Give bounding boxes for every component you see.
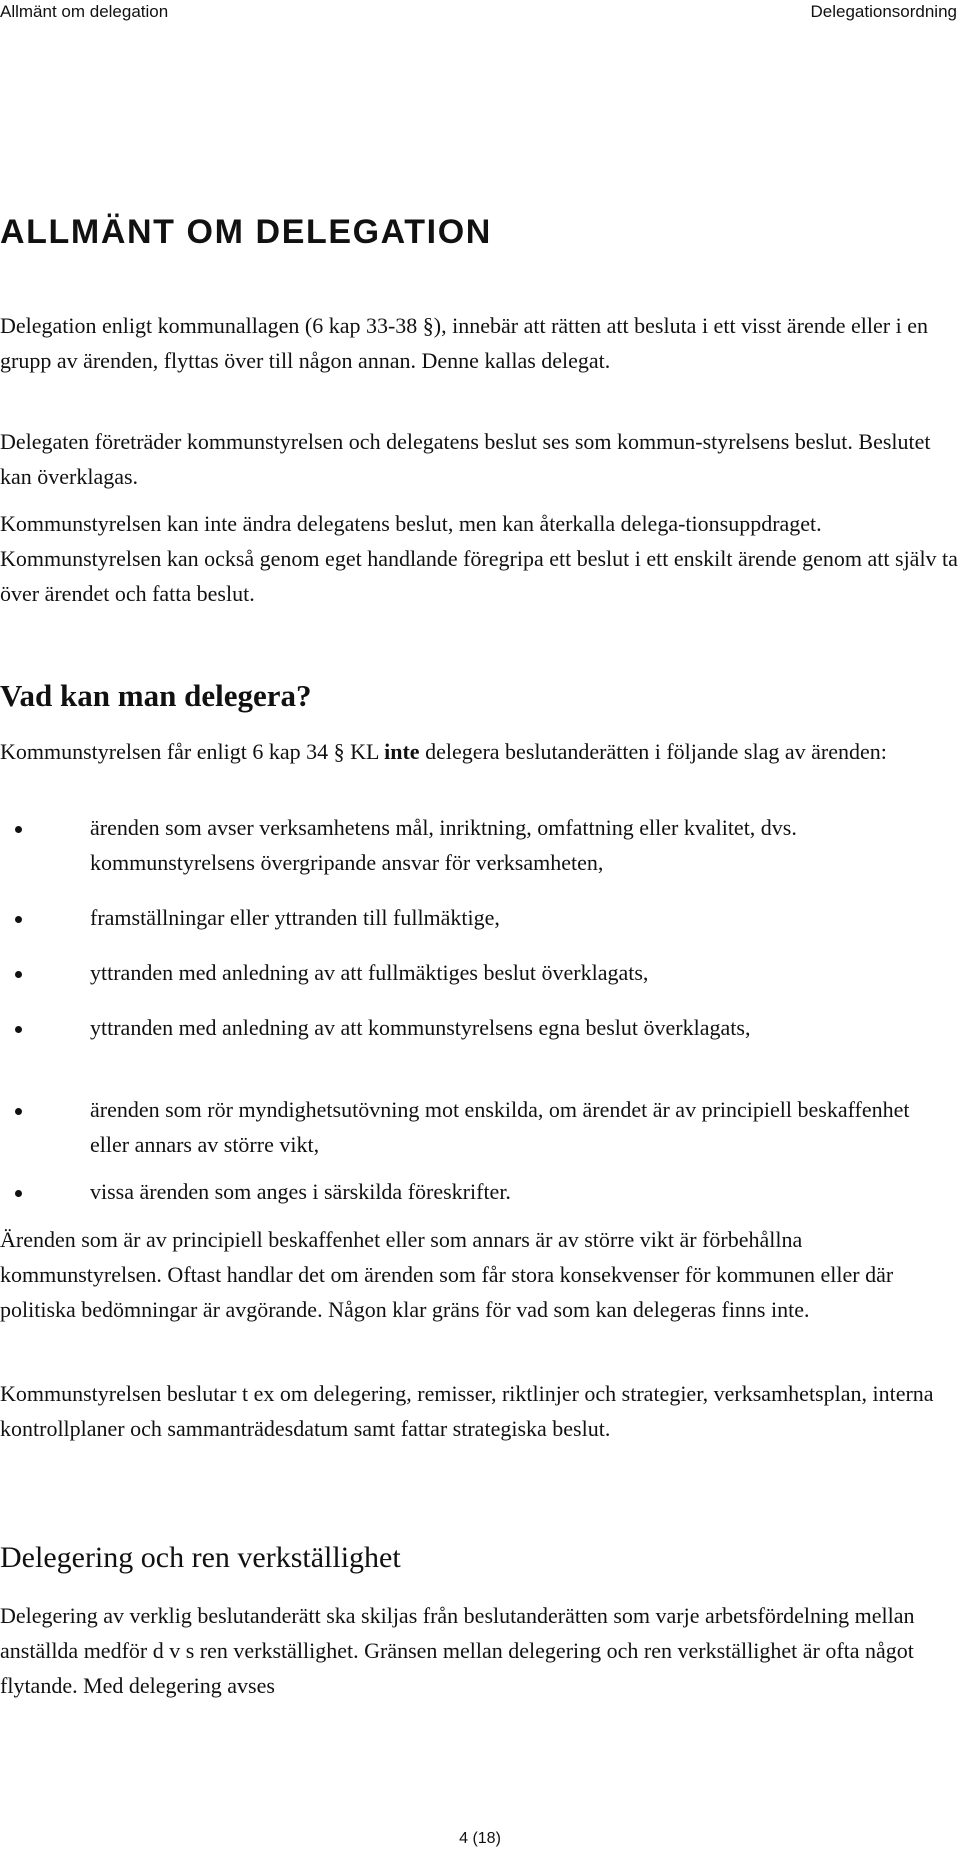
section-heading-execution: Delegering och ren verkställighet [0,1541,401,1574]
bullet-icon [15,826,22,833]
page-number: 4 (18) [459,1830,501,1847]
section-lead-paragraph [0,734,960,769]
page-header [0,0,960,26]
bullet-icon [15,1026,22,1033]
header-right-title: Delegationsordning [810,2,957,21]
intro-paragraph-1: Delegation enligt kommunallagen (6 kap 33-38 §), innebär att rätten att besluta i ett visst ärende eller i en grupp av ärenden, flyttas över till någon annan. Denne kallas delegat. [0,313,928,373]
list-item-text: vissa ärenden som anges i särskilda föreskrifter. [90,1179,511,1204]
lead-text-bold: inte [384,739,420,764]
bullet-icon [15,916,22,923]
list-item-text: framställningar eller yttranden till fullmäktige, [90,905,500,930]
lead-text-before: Kommunstyrelsen får enligt 6 kap 34 § KL [0,739,385,764]
execution-paragraph: Delegering av verklig beslutanderätt ska skiljas från beslutanderätten som varje arbetsfördelning mellan anställda medför d v s ren verkställighet. Gränsen mellan delegering och ren verkställighet är ofta något flytande. Med delegering avses [0,1603,915,1698]
bullet-icon [15,1108,22,1115]
bullet-icon [15,971,22,978]
intro-paragraph-2: Delegaten företräder kommunstyrelsen och delegatens beslut ses som kommun-styrelsens beslut. Beslutet kan överklagas. [0,429,931,489]
list-item-text: ärenden som avser verksamhetens mål, inriktning, omfattning eller kvalitet, dvs. kommunstyrelsens övergripande ansvar för verksamheten, [90,815,797,875]
decisions-paragraph: Kommunstyrelsen beslutar t ex om delegering, remisser, riktlinjer och strategier, verksamhetsplan, interna kontrollplaner och sammanträdesdatum samt fattar strategiska beslut. [0,1381,934,1441]
intro-paragraph-3: Kommunstyrelsen kan inte ändra delegatens beslut, men kan återkalla delega-tionsuppdraget. Kommunstyrelsen kan också genom eget handlande föregripa ett beslut i ett enskilt ärende genom att själv ta över ärendet och fatta beslut. [0,511,958,606]
list-item-text: ärenden som rör myndighetsutövning mot enskilda, om ärendet är av principiell beskaffenhet eller annars av större vikt, [90,1097,910,1157]
bullet-icon [15,1190,22,1197]
list-item-text: yttranden med anledning av att kommunstyrelsens egna beslut överklagats, [90,1015,751,1040]
principle-paragraph: Ärenden som är av principiell beskaffenhet eller som annars är av större vikt är förbehållna kommunstyrelsen. Oftast handlar det om ärenden som får stora konsekvenser för kommunen eller där politiska bedömningar är avgörande. Någon klar gräns för vad som kan delegeras finns inte. [0,1227,894,1322]
section-heading-delegate: Vad kan man delegera? [0,678,312,713]
header-left-title: Allmänt om delegation [0,2,169,21]
list-item-text: yttranden med anledning av att fullmäktiges beslut överklagats, [90,960,649,985]
lead-text-after: delegera beslutanderätten i följande slag av ärenden: [419,739,887,764]
page-title: ALLMÄNT OM DELEGATION [0,213,492,251]
